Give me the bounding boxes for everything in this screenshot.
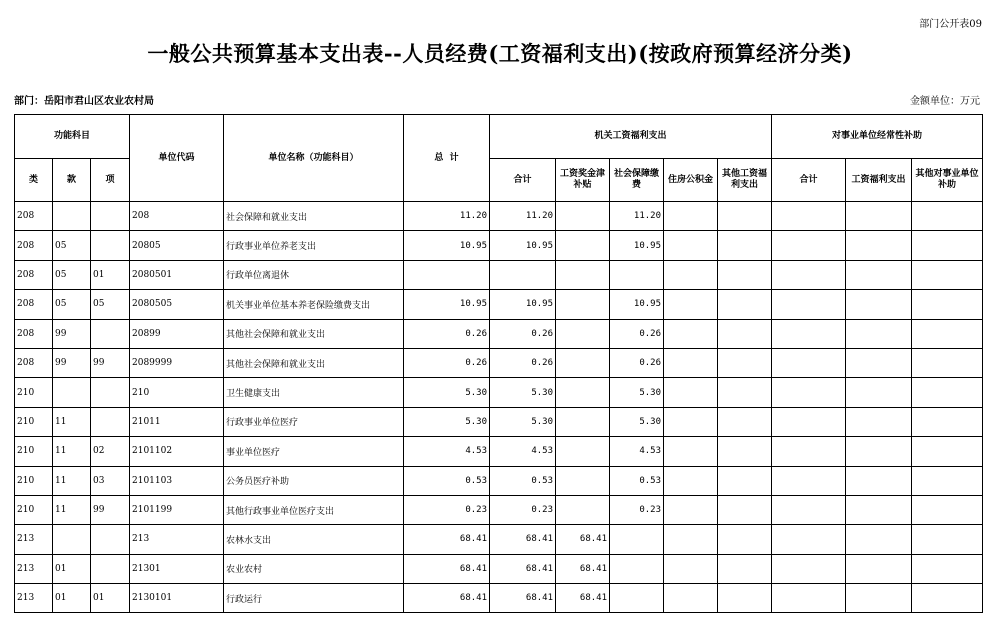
cell-inst-wage	[846, 348, 912, 377]
cell-xiang: 01	[91, 260, 130, 289]
cell-org-sum: 10.95	[490, 290, 556, 319]
cell-org-social: 10.95	[610, 290, 664, 319]
cell-org-other	[718, 290, 772, 319]
cell-org-housing	[664, 437, 718, 466]
cell-org-sum: 11.20	[490, 202, 556, 231]
cell-org-housing	[664, 378, 718, 407]
cell-inst-wage	[846, 319, 912, 348]
header-inst-subsidy-group: 对事业单位经常性补助	[772, 115, 983, 159]
header-func-subject: 功能科目	[15, 115, 130, 159]
cell-xiang	[91, 319, 130, 348]
cell-inst-sum	[772, 437, 846, 466]
cell-inst-sum	[772, 407, 846, 436]
cell-org-housing	[664, 290, 718, 319]
budget-table	[14, 114, 983, 613]
cell-kuan: 11	[53, 407, 91, 436]
cell-unit-code: 2089999	[130, 348, 224, 377]
cell-total: 68.41	[404, 525, 490, 554]
cell-org-bonus	[556, 495, 610, 524]
table-row	[15, 584, 983, 613]
header-unit-code: 单位代码	[130, 115, 224, 202]
cell-xiang	[91, 231, 130, 260]
cell-unit-name: 机关事业单位基本养老保险缴费支出	[224, 290, 404, 319]
header-org-other: 其他工资福利支出	[718, 159, 772, 202]
table-row	[15, 378, 983, 407]
cell-unit-code: 21301	[130, 554, 224, 583]
cell-org-bonus	[556, 202, 610, 231]
page-title: 一般公共预算基本支出表--人员经费(工资福利支出)(按政府预算经济分类)	[147, 41, 853, 66]
cell-unit-name: 其他社会保障和就业支出	[224, 348, 404, 377]
cell-total: 0.26	[404, 319, 490, 348]
cell-lei: 208	[15, 202, 53, 231]
cell-org-sum: 4.53	[490, 437, 556, 466]
cell-org-other	[718, 407, 772, 436]
cell-total: 68.41	[404, 584, 490, 613]
cell-org-bonus	[556, 231, 610, 260]
cell-org-housing	[664, 319, 718, 348]
cell-org-bonus	[556, 260, 610, 289]
cell-total: 68.41	[404, 554, 490, 583]
cell-org-sum: 68.41	[490, 554, 556, 583]
cell-org-social: 5.30	[610, 407, 664, 436]
cell-total: 5.30	[404, 378, 490, 407]
cell-org-sum: 68.41	[490, 584, 556, 613]
table-row	[15, 348, 983, 377]
cell-org-social	[610, 584, 664, 613]
cell-unit-name: 其他行政事业单位医疗支出	[224, 495, 404, 524]
cell-org-housing	[664, 231, 718, 260]
cell-org-sum: 5.30	[490, 407, 556, 436]
cell-org-bonus	[556, 290, 610, 319]
department-label: 部门：岳阳市君山区农业农村局	[14, 96, 154, 107]
cell-unit-name: 行政运行	[224, 584, 404, 613]
cell-total: 4.53	[404, 437, 490, 466]
cell-inst-wage	[846, 290, 912, 319]
table-row	[15, 554, 983, 583]
cell-inst-sum	[772, 260, 846, 289]
cell-org-other	[718, 437, 772, 466]
cell-inst-wage	[846, 495, 912, 524]
cell-org-social: 0.26	[610, 319, 664, 348]
header-org-wage-group: 机关工资福利支出	[490, 115, 772, 159]
cell-inst-sum	[772, 554, 846, 583]
cell-unit-code: 213	[130, 525, 224, 554]
cell-org-other	[718, 319, 772, 348]
cell-unit-code: 2101102	[130, 437, 224, 466]
cell-org-other	[718, 495, 772, 524]
cell-unit-code: 208	[130, 202, 224, 231]
cell-org-sum: 5.30	[490, 378, 556, 407]
cell-unit-name: 其他社会保障和就业支出	[224, 319, 404, 348]
cell-unit-name: 卫生健康支出	[224, 378, 404, 407]
cell-kuan: 99	[53, 348, 91, 377]
cell-xiang	[91, 525, 130, 554]
cell-total	[404, 260, 490, 289]
header-inst-wage: 工资福利支出	[846, 159, 912, 202]
cell-inst-wage	[846, 260, 912, 289]
cell-org-bonus	[556, 437, 610, 466]
cell-kuan: 99	[53, 319, 91, 348]
header-xiang: 项	[91, 159, 130, 202]
cell-inst-other	[912, 584, 983, 613]
cell-unit-name: 农林水支出	[224, 525, 404, 554]
amount-unit-label: 金额单位：万元	[910, 96, 980, 107]
cell-org-bonus	[556, 348, 610, 377]
cell-inst-sum	[772, 466, 846, 495]
cell-unit-name: 事业单位医疗	[224, 437, 404, 466]
cell-org-bonus: 68.41	[556, 525, 610, 554]
table-row	[15, 231, 983, 260]
cell-inst-wage	[846, 407, 912, 436]
cell-total: 10.95	[404, 290, 490, 319]
cell-lei: 210	[15, 466, 53, 495]
cell-kuan: 11	[53, 437, 91, 466]
cell-org-housing	[664, 260, 718, 289]
cell-org-social: 0.53	[610, 466, 664, 495]
cell-inst-wage	[846, 437, 912, 466]
cell-unit-code: 210	[130, 378, 224, 407]
table-row	[15, 260, 983, 289]
cell-inst-other	[912, 231, 983, 260]
cell-kuan	[53, 525, 91, 554]
cell-unit-code: 2101103	[130, 466, 224, 495]
table-row	[15, 290, 983, 319]
cell-inst-wage	[846, 554, 912, 583]
cell-xiang	[91, 407, 130, 436]
cell-org-social: 0.23	[610, 495, 664, 524]
table-row	[15, 525, 983, 554]
cell-org-social: 4.53	[610, 437, 664, 466]
cell-unit-code: 20899	[130, 319, 224, 348]
table-row	[15, 407, 983, 436]
cell-inst-other	[912, 290, 983, 319]
cell-inst-wage	[846, 202, 912, 231]
table-row	[15, 437, 983, 466]
cell-org-sum	[490, 260, 556, 289]
cell-org-bonus	[556, 319, 610, 348]
cell-inst-other	[912, 378, 983, 407]
cell-org-social	[610, 554, 664, 583]
cell-lei: 208	[15, 348, 53, 377]
cell-inst-other	[912, 437, 983, 466]
cell-xiang	[91, 554, 130, 583]
cell-org-other	[718, 348, 772, 377]
cell-lei: 213	[15, 554, 53, 583]
cell-org-other	[718, 378, 772, 407]
cell-org-sum: 0.26	[490, 348, 556, 377]
cell-inst-sum	[772, 231, 846, 260]
cell-lei: 210	[15, 378, 53, 407]
cell-org-other	[718, 554, 772, 583]
table-row	[15, 495, 983, 524]
cell-org-housing	[664, 525, 718, 554]
cell-inst-wage	[846, 378, 912, 407]
cell-inst-wage	[846, 525, 912, 554]
cell-inst-other	[912, 202, 983, 231]
cell-inst-other	[912, 407, 983, 436]
cell-lei: 213	[15, 525, 53, 554]
cell-kuan: 11	[53, 495, 91, 524]
cell-kuan: 05	[53, 290, 91, 319]
cell-total: 0.23	[404, 495, 490, 524]
cell-lei: 213	[15, 584, 53, 613]
cell-xiang: 99	[91, 495, 130, 524]
cell-unit-name: 公务员医疗补助	[224, 466, 404, 495]
cell-inst-sum	[772, 202, 846, 231]
cell-unit-name: 社会保障和就业支出	[224, 202, 404, 231]
cell-total: 5.30	[404, 407, 490, 436]
header-unit-name: 单位名称（功能科目）	[224, 115, 404, 202]
cell-xiang: 05	[91, 290, 130, 319]
header-org-social: 社会保障缴费	[610, 159, 664, 202]
cell-org-bonus: 68.41	[556, 584, 610, 613]
cell-unit-name: 农业农村	[224, 554, 404, 583]
cell-kuan: 11	[53, 466, 91, 495]
cell-xiang: 01	[91, 584, 130, 613]
cell-inst-other	[912, 319, 983, 348]
cell-unit-name: 行政事业单位养老支出	[224, 231, 404, 260]
cell-kuan	[53, 378, 91, 407]
table-row	[15, 319, 983, 348]
cell-inst-sum	[772, 495, 846, 524]
cell-org-sum: 68.41	[490, 525, 556, 554]
cell-org-housing	[664, 584, 718, 613]
cell-org-housing	[664, 554, 718, 583]
cell-kuan	[53, 202, 91, 231]
cell-xiang: 02	[91, 437, 130, 466]
cell-inst-other	[912, 525, 983, 554]
header-kuan: 款	[53, 159, 91, 202]
cell-xiang	[91, 202, 130, 231]
cell-org-other	[718, 466, 772, 495]
header-org-sum: 合计	[490, 159, 556, 202]
cell-unit-name: 行政事业单位医疗	[224, 407, 404, 436]
cell-org-sum: 0.26	[490, 319, 556, 348]
cell-inst-sum	[772, 525, 846, 554]
cell-inst-sum	[772, 348, 846, 377]
cell-inst-other	[912, 495, 983, 524]
cell-lei: 208	[15, 260, 53, 289]
cell-total: 11.20	[404, 202, 490, 231]
cell-org-housing	[664, 407, 718, 436]
cell-org-other	[718, 231, 772, 260]
cell-lei: 210	[15, 407, 53, 436]
cell-lei: 208	[15, 290, 53, 319]
cell-org-other	[718, 525, 772, 554]
cell-xiang	[91, 378, 130, 407]
cell-org-sum: 0.23	[490, 495, 556, 524]
cell-org-social: 0.26	[610, 348, 664, 377]
cell-unit-code: 2080505	[130, 290, 224, 319]
cell-lei: 210	[15, 437, 53, 466]
header-org-bonus: 工资奖金津补贴	[556, 159, 610, 202]
cell-org-social: 10.95	[610, 231, 664, 260]
cell-unit-code: 2130101	[130, 584, 224, 613]
cell-org-other	[718, 260, 772, 289]
cell-org-bonus	[556, 466, 610, 495]
cell-org-social	[610, 525, 664, 554]
cell-unit-code: 2080501	[130, 260, 224, 289]
cell-org-social	[610, 260, 664, 289]
cell-lei: 208	[15, 319, 53, 348]
cell-kuan: 05	[53, 260, 91, 289]
cell-inst-other	[912, 554, 983, 583]
cell-xiang: 99	[91, 348, 130, 377]
cell-lei: 208	[15, 231, 53, 260]
cell-org-bonus	[556, 407, 610, 436]
header-total: 总 计	[404, 115, 490, 202]
cell-total: 10.95	[404, 231, 490, 260]
cell-org-housing	[664, 202, 718, 231]
table-row	[15, 202, 983, 231]
cell-lei: 210	[15, 495, 53, 524]
header-inst-other: 其他对事业单位补助	[912, 159, 983, 202]
cell-org-sum: 10.95	[490, 231, 556, 260]
cell-inst-wage	[846, 584, 912, 613]
cell-org-sum: 0.53	[490, 466, 556, 495]
cell-org-bonus	[556, 378, 610, 407]
header-inst-sum: 合计	[772, 159, 846, 202]
form-number: 部门公开表09	[919, 19, 982, 30]
cell-org-housing	[664, 348, 718, 377]
cell-org-other	[718, 584, 772, 613]
cell-total: 0.53	[404, 466, 490, 495]
cell-kuan: 05	[53, 231, 91, 260]
cell-org-housing	[664, 466, 718, 495]
cell-total: 0.26	[404, 348, 490, 377]
cell-unit-name: 行政单位离退休	[224, 260, 404, 289]
cell-inst-sum	[772, 378, 846, 407]
cell-org-social: 11.20	[610, 202, 664, 231]
cell-xiang: 03	[91, 466, 130, 495]
cell-org-housing	[664, 495, 718, 524]
header-org-housing: 住房公积金	[664, 159, 718, 202]
cell-org-bonus: 68.41	[556, 554, 610, 583]
cell-inst-other	[912, 348, 983, 377]
cell-inst-sum	[772, 290, 846, 319]
cell-inst-wage	[846, 231, 912, 260]
cell-inst-other	[912, 466, 983, 495]
cell-kuan: 01	[53, 584, 91, 613]
cell-unit-code: 21011	[130, 407, 224, 436]
cell-inst-sum	[772, 319, 846, 348]
cell-inst-wage	[846, 466, 912, 495]
table-row	[15, 466, 983, 495]
cell-unit-code: 20805	[130, 231, 224, 260]
cell-org-social: 5.30	[610, 378, 664, 407]
header-lei: 类	[15, 159, 53, 202]
cell-inst-sum	[772, 584, 846, 613]
cell-org-other	[718, 202, 772, 231]
cell-unit-code: 2101199	[130, 495, 224, 524]
cell-inst-other	[912, 260, 983, 289]
cell-kuan: 01	[53, 554, 91, 583]
